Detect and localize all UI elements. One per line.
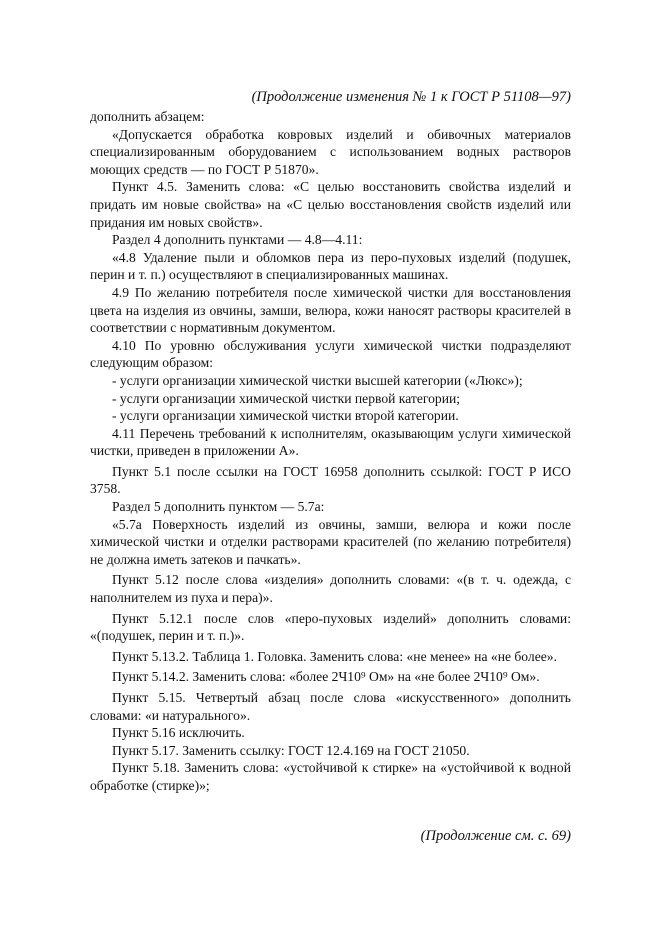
paragraph: Пункт 5.17. Заменить ссылку: ГОСТ 12.4.169 на ГОСТ 21050.	[112, 742, 470, 758]
list-item: - услуги организации химической чистки высшей категории («Люкс»);	[112, 372, 523, 388]
paragraph: Пункт 5.12 после слова «изделия» дополнить словами: «(в т. ч. одежда, с наполнителем из пуха и пера)».	[90, 572, 571, 606]
paragraph: 4.10 По уровню обслуживания услуги химической чистки подразделяют следующим образом:	[90, 337, 571, 371]
document-body	[90, 108, 571, 795]
list-item: - услуги организации химической чистки первой категории;	[112, 390, 461, 406]
paragraph: Пункт 5.15. Четвертый абзац после слова «искусственного» дополнить словами: «и натурального».	[90, 690, 571, 723]
paragraph: Раздел 4 дополнить пунктами — 4.8—4.11:	[112, 232, 363, 248]
paragraph: Пункт 5.1 после ссылки на ГОСТ 16958 дополнить ссылкой: ГОСТ Р ИСО 3758.	[90, 463, 571, 497]
paragraph: Пункт 5.13.2. Таблица 1. Головка. Заменить слова: «не менее» на «не более».	[112, 648, 557, 664]
continuation-footer: (Продолжение см. с. 69)	[420, 828, 571, 844]
paragraph: Пункт 5.16 исключить.	[112, 725, 245, 741]
paragraph: «5.7а Поверхность изделий из овчины, замши, велюра и кожи после химической чистки и отделки растворами красителей (по желанию потребителя) не должна иметь затеков и пачкать».	[90, 516, 571, 567]
paragraph: Раздел 5 дополнить пунктом — 5.7а:	[112, 499, 325, 515]
continuation-header: (Продолжение изменения № 1 к ГОСТ Р 51108—97)	[251, 89, 571, 105]
list-item: - услуги организации химической чистки второй категории.	[112, 408, 459, 424]
paragraph: Пункт 5.14.2. Заменить слова: «более 2Ч10⁹ Ом» на «не более 2Ч10⁹ Ом».	[112, 669, 540, 685]
paragraph: 4.11 Перечень требований к исполнителям, оказывающим услуги химической чистки, приведен в приложении А».	[90, 425, 571, 459]
paragraph: дополнить абзацем:	[90, 109, 205, 124]
paragraph: «4.8 Удаление пыли и обломков пера из перо-пуховых изделий (подушек, перин и т. п.) осуществляют в специализированных машинах.	[90, 249, 571, 283]
paragraph: Пункт 5.18. Заменить слова: «устойчивой к стирке» на «устойчивой к водной обработке (стирке)»;	[90, 760, 571, 793]
paragraph: 4.9 По желанию потребителя после химической чистки для восстановления цвета на изделия из овчины, замши, велюра, кожи наносят растворы красителей в соответствии с нормативным документом.	[90, 284, 571, 336]
paragraph: Пункт 5.12.1 после слов «перо-пуховых изделий» дополнить словами: «(подушек, перин и т. п.)».	[90, 610, 571, 644]
paragraph: Пункт 4.5. Заменить слова: «С целью восстановить свойства изделий и придать им новые свойства» на «С целью восстановления свойств изделий или придания им новых свойств».	[90, 179, 571, 230]
paragraph: «Допускается обработка ковровых изделий и обивочных материалов специализированным оборудованием с использованием водных растворов моющих средств — по ГОСТ Р 51870».	[90, 126, 571, 177]
